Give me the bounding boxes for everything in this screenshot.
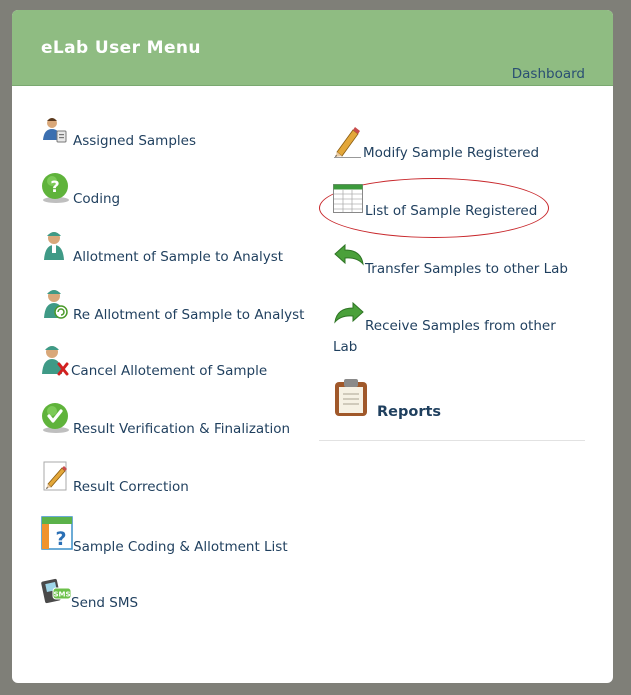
clipboard-icon bbox=[333, 378, 369, 422]
menu-item-allotment[interactable] bbox=[41, 230, 301, 266]
svg-text:SMS: SMS bbox=[53, 590, 71, 599]
menu-item-transfer-samples[interactable] bbox=[333, 244, 593, 280]
menu-item-result-correction[interactable] bbox=[41, 460, 301, 496]
menu-item-label: Modify Sample Registered bbox=[363, 145, 540, 161]
menu-item-send-sms[interactable] bbox=[41, 574, 301, 610]
menu-item-sample-coding-list[interactable] bbox=[41, 516, 301, 554]
menu-item-label: Reports bbox=[377, 404, 442, 420]
menu-item-label: Cancel Allotement of Sample bbox=[71, 363, 268, 379]
menu-item-label: Receive Samples from other Lab bbox=[333, 318, 556, 355]
panel-header bbox=[12, 10, 613, 86]
help-list-icon bbox=[41, 516, 73, 554]
user-menu-panel bbox=[12, 10, 613, 683]
sms-phone-icon bbox=[41, 574, 73, 610]
svg-text:?: ? bbox=[50, 177, 60, 196]
undo-arrow-icon bbox=[333, 244, 365, 276]
menu-item-label: Coding bbox=[73, 191, 121, 207]
pencil-icon bbox=[333, 126, 363, 162]
spreadsheet-icon bbox=[333, 184, 363, 218]
checkmark-icon bbox=[41, 402, 71, 438]
menu-item-assigned-samples[interactable] bbox=[41, 116, 301, 152]
question-bubble-icon bbox=[41, 172, 71, 208]
menu-item-cancel-allotment[interactable] bbox=[41, 344, 301, 380]
svg-text:?: ? bbox=[55, 528, 67, 550]
menu-item-label: Result Verification & Finalization bbox=[73, 421, 291, 437]
menu-item-result-verification[interactable] bbox=[41, 402, 301, 438]
menu-item-label: Send SMS bbox=[71, 595, 139, 611]
menu-item-label: Transfer Samples to other Lab bbox=[365, 261, 568, 277]
dashboard-link[interactable]: Dashboard bbox=[511, 66, 585, 82]
menu-item-label: Assigned Samples bbox=[73, 133, 196, 149]
analyst-reassign-icon bbox=[41, 288, 71, 324]
pencil-paper-icon bbox=[41, 460, 71, 496]
menu-item-modify-sample[interactable] bbox=[333, 126, 593, 162]
menu-item-reports[interactable] bbox=[333, 378, 593, 422]
menu-item-label: Result Correction bbox=[73, 479, 189, 495]
reports-divider bbox=[319, 440, 585, 441]
menu-item-re-allotment[interactable] bbox=[41, 288, 321, 324]
menu-item-coding[interactable] bbox=[41, 172, 301, 208]
analyst-icon bbox=[41, 230, 71, 266]
menu-item-label: List of Sample Registered bbox=[365, 203, 538, 219]
menu-item-label: Allotment of Sample to Analyst bbox=[73, 249, 284, 265]
menu-item-label: Sample Coding & Allotment List bbox=[73, 539, 288, 555]
menu-item-receive-samples[interactable] bbox=[333, 302, 593, 360]
menu-item-label: Re Allotment of Sample to Analyst bbox=[73, 307, 305, 323]
user-samples-icon bbox=[41, 116, 71, 150]
panel-title: eLab User Menu bbox=[41, 38, 201, 58]
menu-item-list-of-sample[interactable] bbox=[333, 184, 553, 220]
analyst-cancel-icon bbox=[41, 344, 71, 380]
